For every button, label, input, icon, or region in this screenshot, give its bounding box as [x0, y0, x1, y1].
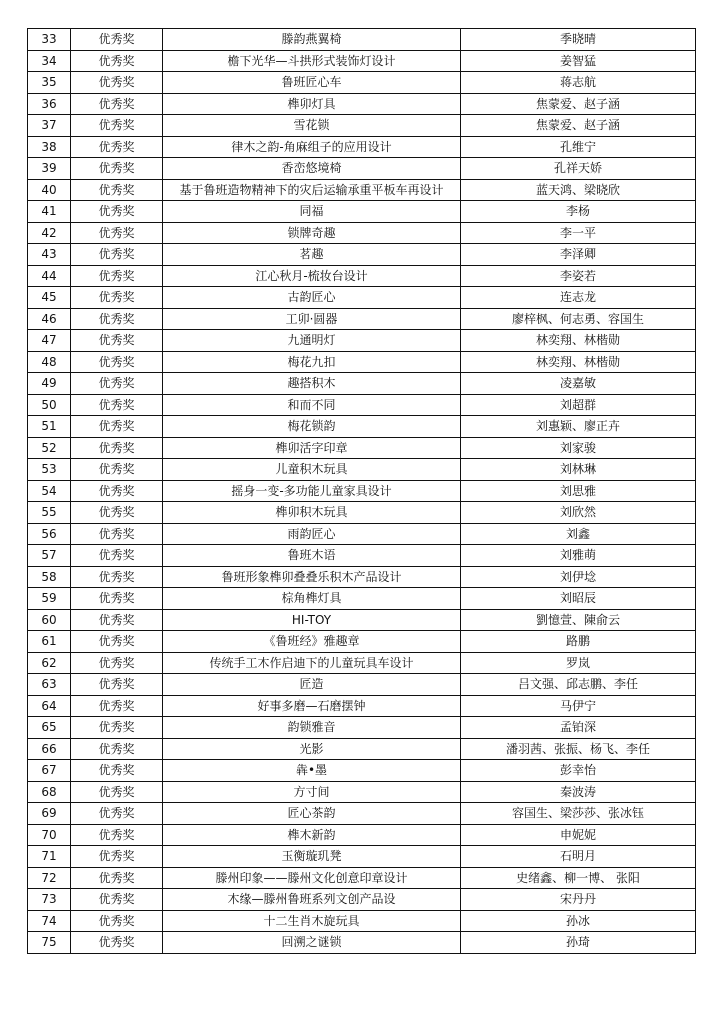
award-level-cell: 优秀奖 [71, 437, 163, 459]
table-row [28, 652, 696, 674]
work-title-cell: 匠造 [163, 674, 461, 696]
entry-number-cell: 62 [28, 652, 71, 674]
entry-number-cell: 44 [28, 265, 71, 287]
authors-cell: 刘家骏 [461, 437, 696, 459]
authors-cell: 刘伊埝 [461, 566, 696, 588]
authors-cell: 申妮妮 [461, 824, 696, 846]
table-row [28, 244, 696, 266]
authors-cell: 凌嘉敏 [461, 373, 696, 395]
authors-cell: 刘雅萌 [461, 545, 696, 567]
award-level-cell: 优秀奖 [71, 416, 163, 438]
table-row [28, 93, 696, 115]
award-level-cell: 优秀奖 [71, 394, 163, 416]
entry-number-cell: 63 [28, 674, 71, 696]
award-level-cell: 优秀奖 [71, 308, 163, 330]
work-title-cell: 檐下光华—斗拱形式装饰灯设计 [163, 50, 461, 72]
work-title-cell: 雨韵匠心 [163, 523, 461, 545]
award-level-cell: 优秀奖 [71, 910, 163, 932]
award-level-cell: 优秀奖 [71, 29, 163, 51]
work-title-cell: 传统手工木作启迪下的儿童玩具车设计 [163, 652, 461, 674]
authors-cell: 李一平 [461, 222, 696, 244]
authors-cell: 廖梓枫、何志勇、容国生 [461, 308, 696, 330]
entry-number-cell: 57 [28, 545, 71, 567]
authors-cell: 焦蒙爱、赵子涵 [461, 115, 696, 137]
work-title-cell: 茗趣 [163, 244, 461, 266]
award-level-cell: 优秀奖 [71, 50, 163, 72]
table-row [28, 50, 696, 72]
award-level-cell: 优秀奖 [71, 115, 163, 137]
authors-cell: 蒋志航 [461, 72, 696, 94]
table-row [28, 717, 696, 739]
entry-number-cell: 74 [28, 910, 71, 932]
authors-cell: 林奕翔、林楷勋 [461, 330, 696, 352]
award-level-cell: 优秀奖 [71, 932, 163, 954]
entry-number-cell: 49 [28, 373, 71, 395]
award-level-cell: 优秀奖 [71, 867, 163, 889]
table-row [28, 373, 696, 395]
table-row [28, 781, 696, 803]
entry-number-cell: 69 [28, 803, 71, 825]
table-row [28, 265, 696, 287]
work-title-cell: 鲁班形象榫卯叠叠乐积木产品设计 [163, 566, 461, 588]
award-level-cell: 优秀奖 [71, 72, 163, 94]
award-level-cell: 优秀奖 [71, 674, 163, 696]
entry-number-cell: 35 [28, 72, 71, 94]
award-level-cell: 优秀奖 [71, 631, 163, 653]
work-title-cell: 匠心茶韵 [163, 803, 461, 825]
authors-cell: 孙冰 [461, 910, 696, 932]
award-list-body [28, 29, 696, 954]
table-row [28, 846, 696, 868]
table-row [28, 115, 696, 137]
authors-cell: 史绪鑫、柳一博、 张阳 [461, 867, 696, 889]
table-row [28, 738, 696, 760]
work-title-cell: 鲁班匠心车 [163, 72, 461, 94]
award-list-table [27, 28, 696, 954]
work-title-cell: 律木之韵-角麻组子的应用设计 [163, 136, 461, 158]
award-level-cell: 优秀奖 [71, 244, 163, 266]
entry-number-cell: 52 [28, 437, 71, 459]
entry-number-cell: 39 [28, 158, 71, 180]
authors-cell: 孔维宁 [461, 136, 696, 158]
work-title-cell: 基于鲁班造物精神下的灾后运输承重平板车再设计 [163, 179, 461, 201]
authors-cell: 李泽卿 [461, 244, 696, 266]
table-row [28, 136, 696, 158]
authors-cell: 彭幸怡 [461, 760, 696, 782]
authors-cell: 路鹏 [461, 631, 696, 653]
award-level-cell: 优秀奖 [71, 760, 163, 782]
entry-number-cell: 50 [28, 394, 71, 416]
authors-cell: 蓝天鸿、梁晓欣 [461, 179, 696, 201]
entry-number-cell: 73 [28, 889, 71, 911]
award-level-cell: 优秀奖 [71, 330, 163, 352]
entry-number-cell: 61 [28, 631, 71, 653]
award-level-cell: 优秀奖 [71, 889, 163, 911]
entry-number-cell: 75 [28, 932, 71, 954]
award-level-cell: 优秀奖 [71, 373, 163, 395]
authors-cell: 李姿若 [461, 265, 696, 287]
table-row [28, 545, 696, 567]
work-title-cell: 九通明灯 [163, 330, 461, 352]
authors-cell: 刘昭辰 [461, 588, 696, 610]
award-level-cell: 优秀奖 [71, 781, 163, 803]
award-level-cell: 优秀奖 [71, 459, 163, 481]
work-title-cell: 犇•墨 [163, 760, 461, 782]
work-title-cell: HI-TOY [163, 609, 461, 631]
authors-cell: 刘鑫 [461, 523, 696, 545]
work-title-cell: 滕韵燕翼椅 [163, 29, 461, 51]
entry-number-cell: 37 [28, 115, 71, 137]
entry-number-cell: 58 [28, 566, 71, 588]
award-level-cell: 优秀奖 [71, 502, 163, 524]
table-row [28, 29, 696, 51]
work-title-cell: 同福 [163, 201, 461, 223]
entry-number-cell: 72 [28, 867, 71, 889]
table-row [28, 179, 696, 201]
award-level-cell: 优秀奖 [71, 545, 163, 567]
entry-number-cell: 59 [28, 588, 71, 610]
table-row [28, 932, 696, 954]
work-title-cell: 方寸间 [163, 781, 461, 803]
table-row [28, 158, 696, 180]
award-level-cell: 优秀奖 [71, 652, 163, 674]
work-title-cell: 和而不同 [163, 394, 461, 416]
authors-cell: 潘羽茜、张振、杨飞、李任 [461, 738, 696, 760]
entry-number-cell: 67 [28, 760, 71, 782]
entry-number-cell: 70 [28, 824, 71, 846]
entry-number-cell: 66 [28, 738, 71, 760]
authors-cell: 刘超群 [461, 394, 696, 416]
work-title-cell: 江心秋月-梳妆台设计 [163, 265, 461, 287]
work-title-cell: 儿童积木玩具 [163, 459, 461, 481]
table-row [28, 201, 696, 223]
work-title-cell: 摇身一变-多功能儿童家具设计 [163, 480, 461, 502]
work-title-cell: 锁牌奇趣 [163, 222, 461, 244]
table-row [28, 523, 696, 545]
table-row [28, 480, 696, 502]
work-title-cell: 木缘—滕州鲁班系列文创产品设 [163, 889, 461, 911]
entry-number-cell: 38 [28, 136, 71, 158]
entry-number-cell: 56 [28, 523, 71, 545]
table-row [28, 351, 696, 373]
table-row [28, 502, 696, 524]
work-title-cell: 韵锁雅音 [163, 717, 461, 739]
entry-number-cell: 47 [28, 330, 71, 352]
award-level-cell: 优秀奖 [71, 287, 163, 309]
work-title-cell: 工卯·圆器 [163, 308, 461, 330]
award-level-cell: 优秀奖 [71, 480, 163, 502]
work-title-cell: 趣搭积木 [163, 373, 461, 395]
entry-number-cell: 51 [28, 416, 71, 438]
award-level-cell: 优秀奖 [71, 588, 163, 610]
work-title-cell: 滕州印象——滕州文化创意印章设计 [163, 867, 461, 889]
authors-cell: 吕文强、邱志鹏、李任 [461, 674, 696, 696]
authors-cell: 林奕翔、林楷勋 [461, 351, 696, 373]
work-title-cell: 雪花锁 [163, 115, 461, 137]
entry-number-cell: 60 [28, 609, 71, 631]
authors-cell: 刘思雅 [461, 480, 696, 502]
authors-cell: 刘林琳 [461, 459, 696, 481]
award-level-cell: 优秀奖 [71, 222, 163, 244]
authors-cell: 孔祥天娇 [461, 158, 696, 180]
entry-number-cell: 34 [28, 50, 71, 72]
authors-cell: 秦波涛 [461, 781, 696, 803]
award-level-cell: 优秀奖 [71, 179, 163, 201]
work-title-cell: 十二生肖木旋玩具 [163, 910, 461, 932]
entry-number-cell: 65 [28, 717, 71, 739]
work-title-cell: 梅花九扣 [163, 351, 461, 373]
table-row [28, 803, 696, 825]
entry-number-cell: 46 [28, 308, 71, 330]
authors-cell: 刘惠颖、廖正卉 [461, 416, 696, 438]
award-level-cell: 优秀奖 [71, 201, 163, 223]
authors-cell: 罗岚 [461, 652, 696, 674]
entry-number-cell: 53 [28, 459, 71, 481]
table-row [28, 867, 696, 889]
table-row [28, 308, 696, 330]
authors-cell: 刘欣然 [461, 502, 696, 524]
work-title-cell: 榫卯灯具 [163, 93, 461, 115]
work-title-cell: 古韵匠心 [163, 287, 461, 309]
table-row [28, 287, 696, 309]
table-row [28, 394, 696, 416]
authors-cell: 季晓晴 [461, 29, 696, 51]
award-level-cell: 优秀奖 [71, 158, 163, 180]
authors-cell: 连志龙 [461, 287, 696, 309]
award-level-cell: 优秀奖 [71, 265, 163, 287]
authors-cell: 孙琦 [461, 932, 696, 954]
authors-cell: 姜智猛 [461, 50, 696, 72]
entry-number-cell: 40 [28, 179, 71, 201]
award-level-cell: 优秀奖 [71, 824, 163, 846]
work-title-cell: 榫木新韵 [163, 824, 461, 846]
work-title-cell: 玉衡璇玑凳 [163, 846, 461, 868]
award-level-cell: 优秀奖 [71, 351, 163, 373]
work-title-cell: 榫卯活字印章 [163, 437, 461, 459]
authors-cell: 孟铂深 [461, 717, 696, 739]
work-title-cell: 香峦悠境椅 [163, 158, 461, 180]
table-row [28, 910, 696, 932]
table-row [28, 631, 696, 653]
table-row [28, 889, 696, 911]
entry-number-cell: 45 [28, 287, 71, 309]
table-row [28, 459, 696, 481]
table-row [28, 695, 696, 717]
work-title-cell: 榫卯积木玩具 [163, 502, 461, 524]
table-row [28, 416, 696, 438]
table-row [28, 760, 696, 782]
entry-number-cell: 42 [28, 222, 71, 244]
authors-cell: 劉憶萱、陳俞云 [461, 609, 696, 631]
award-level-cell: 优秀奖 [71, 523, 163, 545]
table-row [28, 609, 696, 631]
authors-cell: 焦蒙爱、赵子涵 [461, 93, 696, 115]
award-level-cell: 优秀奖 [71, 803, 163, 825]
entry-number-cell: 68 [28, 781, 71, 803]
award-level-cell: 优秀奖 [71, 846, 163, 868]
award-level-cell: 优秀奖 [71, 738, 163, 760]
award-level-cell: 优秀奖 [71, 93, 163, 115]
entry-number-cell: 71 [28, 846, 71, 868]
authors-cell: 李杨 [461, 201, 696, 223]
entry-number-cell: 54 [28, 480, 71, 502]
table-row [28, 437, 696, 459]
work-title-cell: 棕角榫灯具 [163, 588, 461, 610]
entry-number-cell: 64 [28, 695, 71, 717]
entry-number-cell: 55 [28, 502, 71, 524]
award-level-cell: 优秀奖 [71, 609, 163, 631]
table-row [28, 72, 696, 94]
authors-cell: 宋丹丹 [461, 889, 696, 911]
table-row [28, 824, 696, 846]
table-row [28, 566, 696, 588]
work-title-cell: 梅花锁韵 [163, 416, 461, 438]
authors-cell: 马伊宁 [461, 695, 696, 717]
work-title-cell: 光影 [163, 738, 461, 760]
entry-number-cell: 43 [28, 244, 71, 266]
table-row [28, 330, 696, 352]
entry-number-cell: 41 [28, 201, 71, 223]
work-title-cell: 回溯之谜锁 [163, 932, 461, 954]
award-level-cell: 优秀奖 [71, 695, 163, 717]
work-title-cell: 好事多磨—石磨摆钟 [163, 695, 461, 717]
table-row [28, 222, 696, 244]
award-level-cell: 优秀奖 [71, 717, 163, 739]
award-level-cell: 优秀奖 [71, 566, 163, 588]
entry-number-cell: 36 [28, 93, 71, 115]
table-row [28, 588, 696, 610]
table-row [28, 674, 696, 696]
entry-number-cell: 48 [28, 351, 71, 373]
entry-number-cell: 33 [28, 29, 71, 51]
authors-cell: 石明月 [461, 846, 696, 868]
award-level-cell: 优秀奖 [71, 136, 163, 158]
work-title-cell: 《鲁班经》雅趣章 [163, 631, 461, 653]
authors-cell: 容国生、梁莎莎、张冰钰 [461, 803, 696, 825]
work-title-cell: 鲁班木语 [163, 545, 461, 567]
